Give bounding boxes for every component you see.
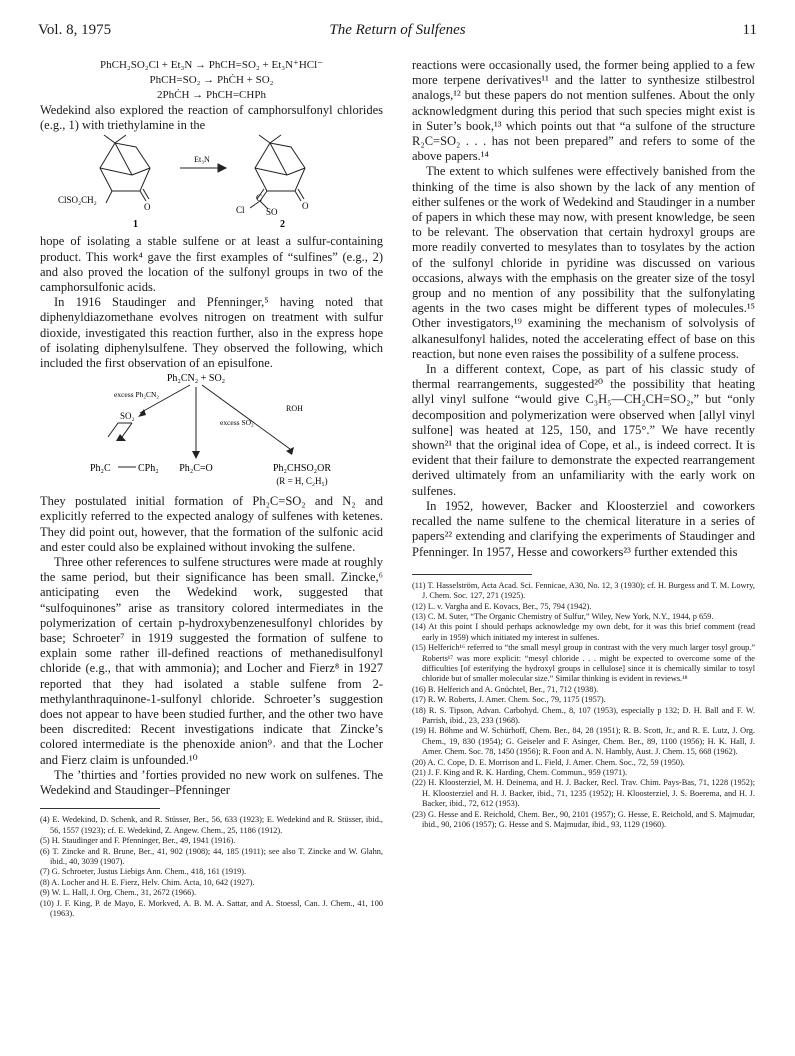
condition-label: ROH [286, 404, 303, 414]
footnote: (22) H. Kloosterziel, M. H. Deinema, and H. J. Backer, Recl. Trav. Chim. Pays-Bas, 71, 1228 (1952); H. Kloosterziel and H. J. Backer, ibid., 71, 1235 (1952); H. Kloosterziel, J. S. Boerema, and H. J. Backer, ibid., 72, 612 (1953). [412, 778, 755, 809]
footnote: (10) J. F. King, P. de Mayo, E. Morkved, A. B. M. A. Sattar, and A. Stoessl, Can. J. Chem., 41, 100 (1963). [40, 898, 383, 918]
page-header [38, 22, 757, 42]
footnote: (8) A. Locher and H. E. Fierz, Helv. Chim. Acta, 10, 642 (1927). [40, 877, 255, 887]
footnote: (16) B. Helferich and A. Gnüchtel, Ber., 71, 712 (1938). [412, 684, 599, 694]
carbonyl-o-label: O [302, 201, 309, 212]
footnote: (20) A. C. Cope, D. E. Morrison and L. Field, J. Amer. Chem. Soc., 72, 59 (1950). [412, 757, 685, 767]
paragraph: In 1916 Staudinger and Pfenninger,⁵ having noted that diphenyldiazomethane evolves nitrogen on treatment with sulfur dioxide, investigated this reaction further, also in the express hope of isolating diphenylsulfene. They observed the following, which included the first observation of an episulfone. [40, 295, 383, 371]
paragraph: The extent to which sulfenes were effectively banished from the thinking of the time is also shown by the lack of any mention of either sulfenes or the work of Wedekind and Staudinger in a number of papers in which these may now, with present knowledge, be seen to be relevant. The observation that certain hydroxyl groups are more readily converted to mesylates than to tosylates by the action of the sulfonyl chloride in pyridine was discussed on various occasions, always with the emphasis on the greater size of the tosyl group and no mention of any possibility that the sulfonylating agents in the two cases might be different types of molecules.¹⁵ Other investigators,¹⁹ examining the mechanism of solvolysis of alkanesulfonyl halides, noted the accelerating effect of base on this reaction, but none even raises the possibility of a sulfene process. [412, 164, 755, 361]
carbonyl-o-label: O [144, 202, 151, 213]
so2-label: SO₂ [120, 411, 135, 422]
cl-label: Cl [236, 205, 245, 216]
paragraph: Wedekind also explored the reaction of camphorsulfonyl chlorides (e.g., 1) with triethylamine in the [40, 103, 383, 133]
footnote: (15) Helferich¹⁶ referred to “the small mesyl group in contrast with the very much larger tosyl group.” Roberts¹⁷ was more explicit: “mesyl chloride . . . might be expected to overcome some of the difficulties [of esterifying the hydroxyl groups in cellulose] since it is chemically similar to tosyl chloride but of smaller molecular size.” Similar thinking is evident in reviews.¹⁸ [412, 643, 755, 684]
footnote: (11) T. Hasselström, Acta Acad. Sci. Fennicae, A30, No. 12, 3 (1930); cf. H. Burgess and T. M. Lowry, J. Chem. Soc. 127, 271 (1925). [412, 580, 755, 601]
footnote-rule [412, 574, 532, 575]
paragraph: They postulated initial formation of Ph₂C=SO₂ and N₂ and explicitly referred to the expected analogy of sulfenes with ketenes. They did point out, however, that the formation of the sulfonic acid and ester could also be explained without invoking the sulfene. [40, 494, 383, 554]
paragraph: hope of isolating a stable sulfene or at least a sulfur-containing product. This work⁴ gave the first examples of “sulfines” (e.g., 2) and also proved the location of the sulfonyl groups in two of the camphorsulfonic acids. [40, 234, 383, 295]
compound-1-label: 1 [133, 219, 138, 230]
footnote: (21) J. F. King and R. K. Harding, Chem. Commun., 959 (1971). [412, 768, 628, 778]
footnote: (5) H. Staudinger and F. Pfenninger, Ber., 49, 1941 (1916). [40, 836, 236, 846]
equation-1: PhCH₂SO₂Cl + Et₃N → PhCH=SO₂ + Et₃N⁺HCl⁻ [100, 59, 323, 71]
volume-label: Vol. 8, 1975 [38, 22, 112, 38]
footnote: (6) T. Zincke and R. Brune, Ber., 41, 902 (1908); 44, 185 (1911); see also T. Zincke and W. Glahn, ibid., 40, 3039 (1907). [40, 846, 383, 866]
footnote: (18) R. S. Tipson, Advan. Carbohyd. Chem., 8, 107 (1953), especially p 132; D. H. Ball and F. W. Parrish, ibid., 23, 233 (1968). [412, 705, 755, 725]
footnotes-right [412, 581, 755, 831]
condition-label: excess Ph₂CN₂ [114, 390, 160, 400]
product-episulfone-left: Ph₂C [90, 463, 111, 475]
left-column [40, 58, 383, 919]
page-number: 11 [742, 22, 757, 38]
condition-label: excess SO₂ [220, 418, 254, 428]
compound-2-label: 2 [280, 219, 285, 230]
product-sulfonate: Ph₂CHSO₂OR [272, 463, 332, 475]
scheme-reactants: Ph₂CN₂ + SO₂ [166, 373, 226, 385]
paragraph: reactions were occasionally used, the former being applied to a few more terpene derivatives¹¹ and the latter to synthesize stilbestrol analogs,¹² but these papers do not mention sulfenes. About the only acknowledgment during this period that such species might exist is in Suter’s book,¹³ which points out that “a sulfone of the structure R₂C=SO₂ . . . has not been prepared” and refers to some of the above papers.¹⁴ [412, 58, 755, 164]
footnote: (4) E. Wedekind, D. Schenk, and R. Stüsser, Ber., 56, 633 (1923); E. Wedekind and R. Stüsser, ibid., 56, 1557 (1923); cf. E. Wedekind, Z. Angew. Chem., 25, 1186 (1912). [40, 815, 383, 835]
product-ketone: Ph₂C=O [179, 463, 213, 475]
footnote-rule [40, 808, 160, 809]
footnote: (19) H. Böhme and W. Schürhoff, Chem. Ber., 84, 28 (1951); R. B. Scott, Jr., and R. E. Lutz, J. Org. Chem., 19, 830 (1954); G. Geiseler and F. Asinger, Chem. Ber., 89, 1100 (1956); H. K. Hall, J. Amer. Chem. Soc. 78, 1450 (1956); R. Foon and A. N. Hambly, Aust. J. Chem. 15, 668 (1962). [412, 726, 755, 757]
equation-3: 2PhĊH → PhCH=CHPh [157, 89, 266, 101]
paragraph: In a different context, Cope, as part of his classic study of thermal rearrangements, suggested²⁰ the possibility that heating allyl vinyl sulfone “would give C₃H₅—CH₂CH=SO₂,” but “only decomposition and polymerization were observed when [allyl vinyl sulfone] was heated at 125, 150, and 175°.” We have recently shown²¹ that the original idea of Cope, et al., is indeed correct. It is evident that their failure to demonstrate the expected rearrangement derived ultimately from an unfamiliarity with the early work on sulfenes. [412, 362, 755, 498]
c-label: C [256, 193, 263, 204]
footnote: (12) L. v. Vargha and E. Kovacs, Ber., 75, 794 (1942). [412, 601, 592, 611]
paragraph: In 1952, however, Backer and Kloosterziel and coworkers recalled the name sulfene to the chemical literature in a series of papers²² extending and clarifying the experiments of Staudinger and Pfenninger. In 1957, Hesse and coworkers²³ further extended this [412, 498, 755, 559]
footnote: (14) At this point I should perhaps acknowledge my own debt, for it was this brief comment (read early in 1959) which initiated my interest in sulfenes. [412, 622, 755, 642]
right-column [412, 58, 755, 830]
substituent-label: ClSO₂CH₂ [58, 195, 97, 206]
product-sulfonate-note: (R = H, C₂H₅) [276, 476, 328, 487]
running-title: The Return of Sulfenes [329, 22, 466, 38]
equation-2: PhCH=SO₂ → PhĊH + SO₂ [149, 74, 274, 86]
footnote: (9) W. L. Hall, J. Org. Chem., 31, 2672 (1966). [40, 888, 197, 898]
reagent-label: Et₃N [194, 155, 210, 165]
footnote: (23) G. Hesse and E. Reichold, Chem. Ber., 90, 2101 (1957); G. Hesse, E. Reichold, and S. Majmudar, ibid., 90, 2106 (1957); G. Hesse and S. Majmudar, ibid., 93, 1129 (1960). [412, 809, 755, 830]
so-label: SO [266, 207, 278, 218]
camphor-scheme [40, 133, 383, 229]
paragraph: Three other references to sulfene structures were made at roughly the same period, but their significance has been small. Zincke,⁶ anticipating even the Wedekind work, suggested that “sulfoquinones” arise as transitory colored intermediates in the polymerization of certain p-hydroxybenzenesulfonyl chlorides by base; Schroeter⁷ in 1919 suggested the formation of sulfene to explain some rather ill-defined reactions of methanedisulfonyl chloride (e.g., that with ammonia); and Locher and Fierz⁸ in 1927 reported that they had isolated a stable sulfene from 2-methylanthraquinone-1-sulfonyl chloride. Schroeter’s suggestion does not appear to have been studied further, and the other two have been discredited: Recent investigations indicate that Zincke’s colored intermediate is the phenoxide anion⁹˒ and that the Locher and Fierz claim is unfounded.¹⁰ [40, 555, 383, 767]
staudinger-scheme [40, 371, 383, 489]
footnote: (17) R. W. Roberts, J. Amer. Chem. Soc., 79, 1175 (1957). [412, 695, 606, 705]
product-episulfone-right: CPh₂ [138, 463, 159, 475]
paragraph: The ’thirties and ’forties provided no new work on sulfenes. The Wedekind and Staudinger–Pfenninger [40, 767, 383, 798]
footnote: (13) C. M. Suter, “The Organic Chemistry of Sulfur,” Wiley, New York, N.Y., 1944, p 659. [412, 611, 714, 621]
footnote: (7) G. Schroeter, Justus Liebigs Ann. Chem., 418, 161 (1919). [40, 867, 247, 877]
footnotes-left [40, 815, 383, 919]
